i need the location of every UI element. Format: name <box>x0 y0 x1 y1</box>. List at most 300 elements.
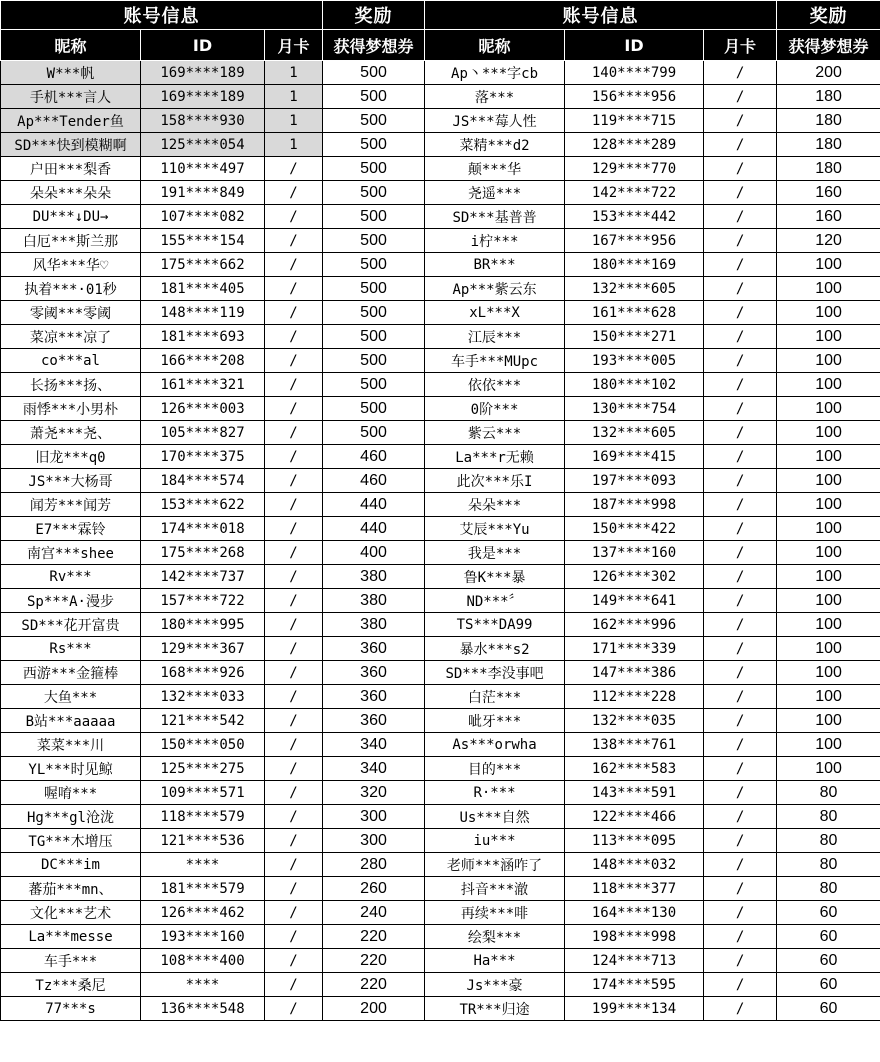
left-id-cell: 125****054 <box>141 133 265 157</box>
right-tickets-cell: 160 <box>777 181 880 205</box>
left-month-card-cell: / <box>265 805 323 829</box>
left-tickets-cell: 360 <box>323 637 425 661</box>
table-row <box>1 325 880 349</box>
right-id-cell: 187****998 <box>565 493 704 517</box>
left-tickets-cell: 500 <box>323 373 425 397</box>
table-row <box>1 613 880 637</box>
left-nickname-cell: DU***↓DU→ <box>1 205 141 229</box>
right-nickname-cell: iu*** <box>425 829 565 853</box>
right-tickets-cell: 100 <box>777 253 880 277</box>
left-tickets-cell: 280 <box>323 853 425 877</box>
col-month-card-right: 月卡 <box>704 30 777 61</box>
left-nickname-cell: B站***aaaaa <box>1 709 141 733</box>
left-id-cell: 193****160 <box>141 925 265 949</box>
right-id-cell: 150****422 <box>565 517 704 541</box>
right-nickname-cell: TR***归途 <box>425 997 565 1021</box>
right-month-card-cell: / <box>704 133 777 157</box>
left-tickets-cell: 500 <box>323 181 425 205</box>
right-tickets-cell: 100 <box>777 421 880 445</box>
col-tickets-right: 获得梦想券 <box>777 30 880 61</box>
right-id-cell: 112****228 <box>565 685 704 709</box>
left-nickname-cell: co***al <box>1 349 141 373</box>
right-tickets-cell: 100 <box>777 277 880 301</box>
right-id-cell: 126****302 <box>565 565 704 589</box>
left-id-cell: 175****268 <box>141 541 265 565</box>
right-id-cell: 129****770 <box>565 157 704 181</box>
left-tickets-cell: 360 <box>323 685 425 709</box>
left-month-card-cell: / <box>265 541 323 565</box>
right-tickets-cell: 60 <box>777 901 880 925</box>
table-row <box>1 277 880 301</box>
right-month-card-cell: / <box>704 661 777 685</box>
left-tickets-cell: 380 <box>323 589 425 613</box>
right-month-card-cell: / <box>704 541 777 565</box>
right-tickets-cell: 60 <box>777 949 880 973</box>
right-id-cell: 153****442 <box>565 205 704 229</box>
right-tickets-cell: 60 <box>777 973 880 997</box>
right-id-cell: 169****415 <box>565 445 704 469</box>
right-nickname-cell: ND***〞 <box>425 589 565 613</box>
left-tickets-cell: 320 <box>323 781 425 805</box>
left-month-card-cell: / <box>265 421 323 445</box>
left-month-card-cell: / <box>265 445 323 469</box>
col-id: ID <box>141 30 265 61</box>
right-id-cell: 142****722 <box>565 181 704 205</box>
right-month-card-cell: / <box>704 157 777 181</box>
right-tickets-cell: 100 <box>777 613 880 637</box>
left-nickname-cell: Tz***桑尼 <box>1 973 141 997</box>
left-id-cell: 180****995 <box>141 613 265 637</box>
right-nickname-cell: 鲁K***暴 <box>425 565 565 589</box>
left-month-card-cell: / <box>265 565 323 589</box>
table-row <box>1 853 880 877</box>
left-nickname-cell: 手机***言人 <box>1 85 141 109</box>
left-id-cell: 126****462 <box>141 901 265 925</box>
left-nickname-cell: 执着***·01秒 <box>1 277 141 301</box>
left-nickname-cell: 蕃茄***mn、 <box>1 877 141 901</box>
left-tickets-cell: 500 <box>323 277 425 301</box>
left-tickets-cell: 500 <box>323 205 425 229</box>
table-row <box>1 205 880 229</box>
left-id-cell: 118****579 <box>141 805 265 829</box>
left-id-cell: 105****827 <box>141 421 265 445</box>
right-nickname-cell: JS***莓人性 <box>425 109 565 133</box>
right-tickets-cell: 100 <box>777 637 880 661</box>
table-row <box>1 445 880 469</box>
left-tickets-cell: 500 <box>323 349 425 373</box>
left-tickets-cell: 440 <box>323 517 425 541</box>
left-tickets-cell: 400 <box>323 541 425 565</box>
right-month-card-cell: / <box>704 589 777 613</box>
left-nickname-cell: DC***im <box>1 853 141 877</box>
right-nickname-cell: 落*** <box>425 85 565 109</box>
table-row <box>1 61 880 85</box>
right-tickets-cell: 180 <box>777 133 880 157</box>
left-nickname-cell: TG***木增压 <box>1 829 141 853</box>
left-id-cell: 150****050 <box>141 733 265 757</box>
left-nickname-cell: 风华***华♡ <box>1 253 141 277</box>
left-nickname-cell: W***帆 <box>1 61 141 85</box>
left-nickname-cell: SD***花开富贵 <box>1 613 141 637</box>
left-id-cell: 148****119 <box>141 301 265 325</box>
table-row <box>1 901 880 925</box>
right-id-cell: 156****956 <box>565 85 704 109</box>
right-nickname-cell: La***r无赖 <box>425 445 565 469</box>
left-month-card-cell: / <box>265 253 323 277</box>
left-tickets-cell: 360 <box>323 709 425 733</box>
left-month-card-cell: / <box>265 469 323 493</box>
right-month-card-cell: / <box>704 853 777 877</box>
right-nickname-cell: Js***豪 <box>425 973 565 997</box>
right-nickname-cell: 我是*** <box>425 541 565 565</box>
left-month-card-cell: / <box>265 613 323 637</box>
left-month-card-cell: / <box>265 781 323 805</box>
left-month-card-cell: / <box>265 925 323 949</box>
right-nickname-cell: 呲牙*** <box>425 709 565 733</box>
right-id-cell: 167****956 <box>565 229 704 253</box>
left-month-card-cell: / <box>265 949 323 973</box>
left-month-card-cell: / <box>265 157 323 181</box>
right-month-card-cell: / <box>704 421 777 445</box>
table-row <box>1 85 880 109</box>
left-month-card-cell: / <box>265 733 323 757</box>
table-row <box>1 637 880 661</box>
right-id-cell: 174****595 <box>565 973 704 997</box>
col-tickets: 获得梦想券 <box>323 30 425 61</box>
right-month-card-cell: / <box>704 517 777 541</box>
left-month-card-cell: / <box>265 829 323 853</box>
left-nickname-cell: E7***霖铃 <box>1 517 141 541</box>
left-nickname-cell: 喔唷*** <box>1 781 141 805</box>
right-tickets-cell: 100 <box>777 397 880 421</box>
right-tickets-cell: 100 <box>777 661 880 685</box>
right-month-card-cell: / <box>704 469 777 493</box>
right-tickets-cell: 80 <box>777 805 880 829</box>
right-id-cell: 130****754 <box>565 397 704 421</box>
table-row <box>1 565 880 589</box>
left-id-cell: 184****574 <box>141 469 265 493</box>
table-row <box>1 805 880 829</box>
right-id-cell: 149****641 <box>565 589 704 613</box>
left-id-cell: 191****849 <box>141 181 265 205</box>
table-row <box>1 541 880 565</box>
right-month-card-cell: / <box>704 301 777 325</box>
right-nickname-cell: Ap***紫云东 <box>425 277 565 301</box>
left-nickname-cell: 77***s <box>1 997 141 1021</box>
right-id-cell: 147****386 <box>565 661 704 685</box>
right-nickname-cell: 老师***涵咋了 <box>425 853 565 877</box>
left-id-cell: 166****208 <box>141 349 265 373</box>
right-nickname-cell: 再续***啡 <box>425 901 565 925</box>
right-tickets-cell: 100 <box>777 589 880 613</box>
right-id-cell: 132****605 <box>565 277 704 301</box>
left-tickets-cell: 500 <box>323 253 425 277</box>
left-nickname-cell: 萧尧***尧、 <box>1 421 141 445</box>
right-tickets-cell: 100 <box>777 709 880 733</box>
right-month-card-cell: / <box>704 829 777 853</box>
left-month-card-cell: / <box>265 181 323 205</box>
table-row <box>1 397 880 421</box>
right-id-cell: 124****713 <box>565 949 704 973</box>
left-month-card-cell: / <box>265 901 323 925</box>
table-row <box>1 373 880 397</box>
left-nickname-cell: 闻芳***闻芳 <box>1 493 141 517</box>
group-account-info-right: 账号信息 <box>425 1 777 30</box>
table-row <box>1 829 880 853</box>
left-month-card-cell: / <box>265 229 323 253</box>
table-row <box>1 133 880 157</box>
right-nickname-cell: 暴水***s2 <box>425 637 565 661</box>
left-nickname-cell: 旧龙***q0 <box>1 445 141 469</box>
left-nickname-cell: 朵朵***朵朵 <box>1 181 141 205</box>
left-nickname-cell: 菜菜***川 <box>1 733 141 757</box>
left-month-card-cell: / <box>265 661 323 685</box>
right-nickname-cell: xL***X <box>425 301 565 325</box>
right-tickets-cell: 180 <box>777 85 880 109</box>
left-nickname-cell: 大鱼*** <box>1 685 141 709</box>
left-tickets-cell: 220 <box>323 973 425 997</box>
col-nickname-right: 昵称 <box>425 30 565 61</box>
right-tickets-cell: 100 <box>777 301 880 325</box>
table-row <box>1 301 880 325</box>
right-tickets-cell: 100 <box>777 469 880 493</box>
left-tickets-cell: 500 <box>323 421 425 445</box>
right-month-card-cell: / <box>704 349 777 373</box>
right-nickname-cell: SD***李没事吧 <box>425 661 565 685</box>
left-nickname-cell: SD***快到模糊啊 <box>1 133 141 157</box>
left-tickets-cell: 380 <box>323 565 425 589</box>
left-id-cell: 107****082 <box>141 205 265 229</box>
left-id-cell: 175****662 <box>141 253 265 277</box>
right-id-cell: 122****466 <box>565 805 704 829</box>
right-month-card-cell: / <box>704 85 777 109</box>
left-tickets-cell: 240 <box>323 901 425 925</box>
table-row <box>1 877 880 901</box>
table-row <box>1 733 880 757</box>
left-month-card-cell: / <box>265 373 323 397</box>
left-month-card-cell: / <box>265 205 323 229</box>
left-id-cell: 132****033 <box>141 685 265 709</box>
right-id-cell: 171****339 <box>565 637 704 661</box>
left-id-cell: 169****189 <box>141 61 265 85</box>
right-nickname-cell: SD***基普普 <box>425 205 565 229</box>
right-nickname-cell: 车手***MUpc <box>425 349 565 373</box>
right-nickname-cell: As***orwha <box>425 733 565 757</box>
left-nickname-cell: 车手*** <box>1 949 141 973</box>
right-nickname-cell: 抖音***澈 <box>425 877 565 901</box>
table-row <box>1 157 880 181</box>
right-tickets-cell: 100 <box>777 565 880 589</box>
right-month-card-cell: / <box>704 277 777 301</box>
right-nickname-cell: 依依*** <box>425 373 565 397</box>
right-id-cell: 138****761 <box>565 733 704 757</box>
left-tickets-cell: 500 <box>323 133 425 157</box>
right-id-cell: 128****289 <box>565 133 704 157</box>
table-row <box>1 685 880 709</box>
left-month-card-cell: / <box>265 997 323 1021</box>
table-row <box>1 349 880 373</box>
left-nickname-cell: Rs*** <box>1 637 141 661</box>
right-month-card-cell: / <box>704 877 777 901</box>
right-nickname-cell: Ap丶***字cb <box>425 61 565 85</box>
left-id-cell: 126****003 <box>141 397 265 421</box>
left-tickets-cell: 440 <box>323 493 425 517</box>
left-tickets-cell: 220 <box>323 925 425 949</box>
table-row <box>1 229 880 253</box>
right-nickname-cell: 目的*** <box>425 757 565 781</box>
right-id-cell: 193****005 <box>565 349 704 373</box>
right-nickname-cell: BR*** <box>425 253 565 277</box>
right-month-card-cell: / <box>704 613 777 637</box>
left-nickname-cell: Rv*** <box>1 565 141 589</box>
right-month-card-cell: / <box>704 901 777 925</box>
left-nickname-cell: 长扬***扬、 <box>1 373 141 397</box>
right-nickname-cell: 江辰*** <box>425 325 565 349</box>
right-month-card-cell: / <box>704 565 777 589</box>
left-tickets-cell: 460 <box>323 445 425 469</box>
left-id-cell: 158****930 <box>141 109 265 133</box>
left-nickname-cell: JS***大杨哥 <box>1 469 141 493</box>
right-tickets-cell: 100 <box>777 325 880 349</box>
table-row <box>1 757 880 781</box>
left-month-card-cell: / <box>265 853 323 877</box>
left-nickname-cell: Hg***gl沧泷 <box>1 805 141 829</box>
right-month-card-cell: / <box>704 397 777 421</box>
left-tickets-cell: 300 <box>323 805 425 829</box>
right-tickets-cell: 100 <box>777 517 880 541</box>
right-tickets-cell: 60 <box>777 997 880 1021</box>
col-nickname: 昵称 <box>1 30 141 61</box>
table-row <box>1 949 880 973</box>
right-id-cell: 132****035 <box>565 709 704 733</box>
right-tickets-cell: 100 <box>777 757 880 781</box>
right-tickets-cell: 100 <box>777 733 880 757</box>
group-reward: 奖励 <box>323 1 425 30</box>
right-tickets-cell: 100 <box>777 445 880 469</box>
right-nickname-cell: 颠***华 <box>425 157 565 181</box>
right-tickets-cell: 120 <box>777 229 880 253</box>
left-nickname-cell: 雨悸***小男朴 <box>1 397 141 421</box>
right-id-cell: 137****160 <box>565 541 704 565</box>
right-nickname-cell: TS***DA99 <box>425 613 565 637</box>
table-row <box>1 109 880 133</box>
right-month-card-cell: / <box>704 373 777 397</box>
left-id-cell: 109****571 <box>141 781 265 805</box>
right-month-card-cell: / <box>704 781 777 805</box>
right-month-card-cell: / <box>704 445 777 469</box>
right-nickname-cell: 艾辰***Yu <box>425 517 565 541</box>
left-tickets-cell: 380 <box>323 613 425 637</box>
left-month-card-cell: / <box>265 757 323 781</box>
right-nickname-cell: R·*** <box>425 781 565 805</box>
right-id-cell: 140****799 <box>565 61 704 85</box>
table-body <box>1 61 880 1021</box>
left-nickname-cell: 户田***梨香 <box>1 157 141 181</box>
left-month-card-cell: / <box>265 277 323 301</box>
table-row <box>1 925 880 949</box>
right-tickets-cell: 200 <box>777 61 880 85</box>
left-nickname-cell: La***messe <box>1 925 141 949</box>
left-tickets-cell: 500 <box>323 301 425 325</box>
left-month-card-cell: / <box>265 325 323 349</box>
group-header-row <box>1 1 880 30</box>
right-month-card-cell: / <box>704 709 777 733</box>
left-nickname-cell: 西游***金箍棒 <box>1 661 141 685</box>
left-nickname-cell: 零阈***零阈 <box>1 301 141 325</box>
left-id-cell: 168****926 <box>141 661 265 685</box>
right-month-card-cell: / <box>704 685 777 709</box>
right-nickname-cell: 朵朵*** <box>425 493 565 517</box>
right-id-cell: 180****102 <box>565 373 704 397</box>
table-row <box>1 709 880 733</box>
right-id-cell: 198****998 <box>565 925 704 949</box>
right-month-card-cell: / <box>704 637 777 661</box>
right-nickname-cell: 白茫*** <box>425 685 565 709</box>
right-tickets-cell: 100 <box>777 373 880 397</box>
right-month-card-cell: / <box>704 109 777 133</box>
table-row <box>1 973 880 997</box>
right-tickets-cell: 160 <box>777 205 880 229</box>
left-id-cell: 110****497 <box>141 157 265 181</box>
left-id-cell: **** <box>141 853 265 877</box>
table-row <box>1 253 880 277</box>
left-nickname-cell: 白厄***斯兰那 <box>1 229 141 253</box>
left-tickets-cell: 500 <box>323 325 425 349</box>
left-id-cell: 121****542 <box>141 709 265 733</box>
left-tickets-cell: 500 <box>323 157 425 181</box>
left-month-card-cell: / <box>265 493 323 517</box>
left-tickets-cell: 360 <box>323 661 425 685</box>
right-nickname-cell: 此次***乐I <box>425 469 565 493</box>
right-tickets-cell: 100 <box>777 349 880 373</box>
left-nickname-cell: 文化***艺术 <box>1 901 141 925</box>
right-tickets-cell: 100 <box>777 493 880 517</box>
left-id-cell: 181****405 <box>141 277 265 301</box>
right-id-cell: 143****591 <box>565 781 704 805</box>
right-tickets-cell: 80 <box>777 853 880 877</box>
right-id-cell: 150****271 <box>565 325 704 349</box>
right-nickname-cell: 菜精***d2 <box>425 133 565 157</box>
left-id-cell: 169****189 <box>141 85 265 109</box>
group-reward-right: 奖励 <box>777 1 880 30</box>
right-month-card-cell: / <box>704 997 777 1021</box>
left-month-card-cell: / <box>265 709 323 733</box>
right-id-cell: 113****095 <box>565 829 704 853</box>
right-nickname-cell: 绘梨*** <box>425 925 565 949</box>
right-month-card-cell: / <box>704 325 777 349</box>
right-month-card-cell: / <box>704 925 777 949</box>
right-month-card-cell: / <box>704 733 777 757</box>
group-account-info: 账号信息 <box>1 1 323 30</box>
left-month-card-cell: / <box>265 637 323 661</box>
left-id-cell: 121****536 <box>141 829 265 853</box>
left-tickets-cell: 340 <box>323 733 425 757</box>
right-month-card-cell: / <box>704 949 777 973</box>
left-month-card-cell: / <box>265 685 323 709</box>
left-month-card-cell: 1 <box>265 109 323 133</box>
left-nickname-cell: Ap***Tender鱼 <box>1 109 141 133</box>
left-tickets-cell: 500 <box>323 229 425 253</box>
left-month-card-cell: / <box>265 397 323 421</box>
left-tickets-cell: 340 <box>323 757 425 781</box>
right-month-card-cell: / <box>704 973 777 997</box>
right-id-cell: 162****996 <box>565 613 704 637</box>
right-id-cell: 199****134 <box>565 997 704 1021</box>
left-month-card-cell: 1 <box>265 85 323 109</box>
left-month-card-cell: / <box>265 589 323 613</box>
right-id-cell: 119****715 <box>565 109 704 133</box>
left-tickets-cell: 200 <box>323 997 425 1021</box>
